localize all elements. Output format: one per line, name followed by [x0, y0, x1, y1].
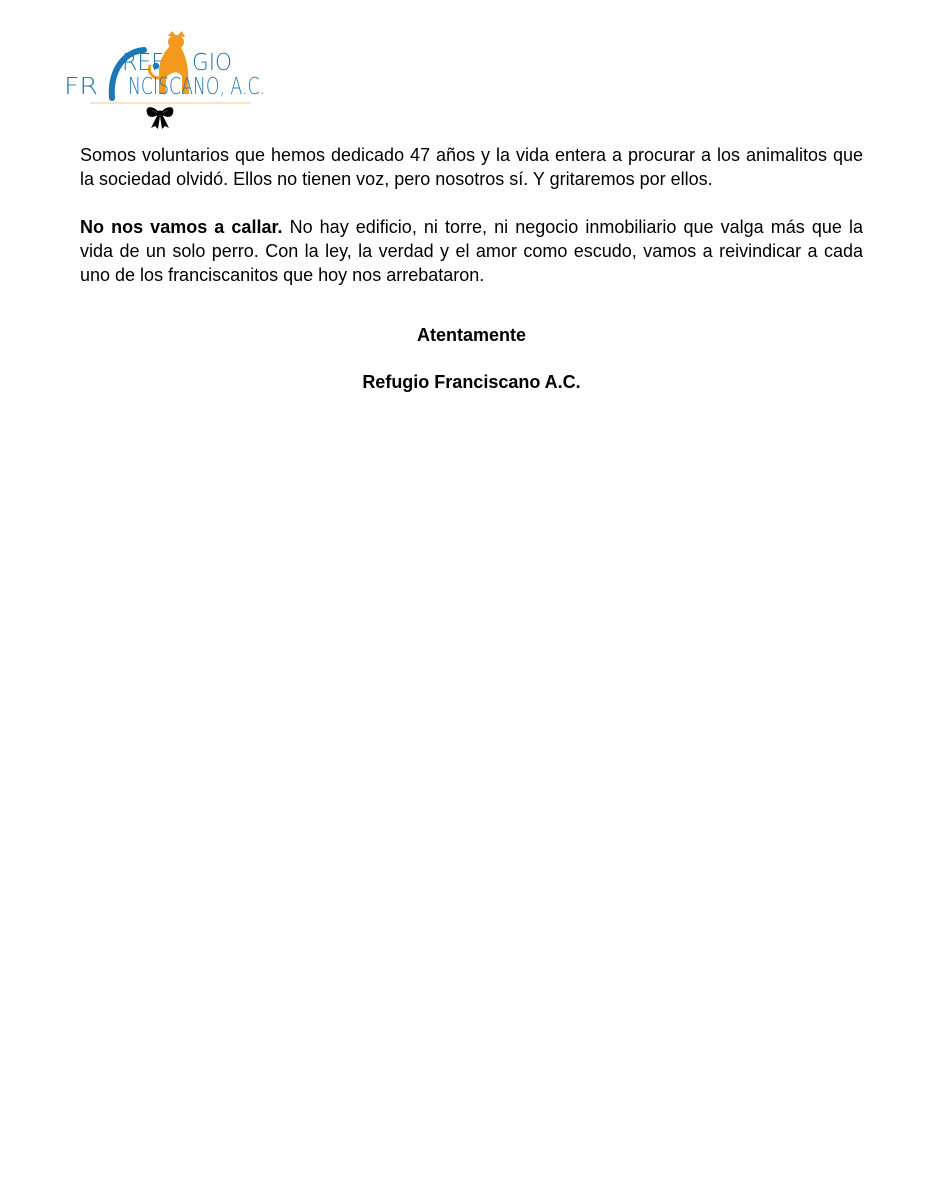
logo-line2-right: NCISCANO, A.C. [128, 74, 265, 100]
logo-line2-left: FR [64, 74, 98, 100]
logo-graphic [60, 28, 275, 130]
paragraph-no-callar [80, 215, 863, 287]
letter-body [80, 143, 863, 287]
paragraph-lead: No nos vamos a callar. [80, 217, 283, 237]
logo-line1-left: REF [122, 50, 164, 76]
paragraph-volunteers: Somos voluntarios que hemos dedicado 47 años y la vida entera a procurar a los animalitos que la sociedad olvidó. Ellos no tienen voz, pero nosotros sí. Y gritaremos por ellos. [80, 145, 863, 189]
mourning-ribbon-icon [147, 107, 174, 129]
signature: Refugio Franciscano A.C. [362, 372, 581, 392]
paragraph-body: No hay edificio, ni torre, ni negocio inmobiliario que valga más que la vida de un solo perro. Con la ley, la verdad y el amor como escudo, vamos a reivindicar a cada uno de los franciscanitos que hoy nos arrebataron. [80, 217, 863, 285]
refugio-franciscano-logo [60, 28, 275, 130]
logo-line1-right: GIO [192, 50, 232, 76]
salutation: Atentamente [416, 325, 527, 345]
